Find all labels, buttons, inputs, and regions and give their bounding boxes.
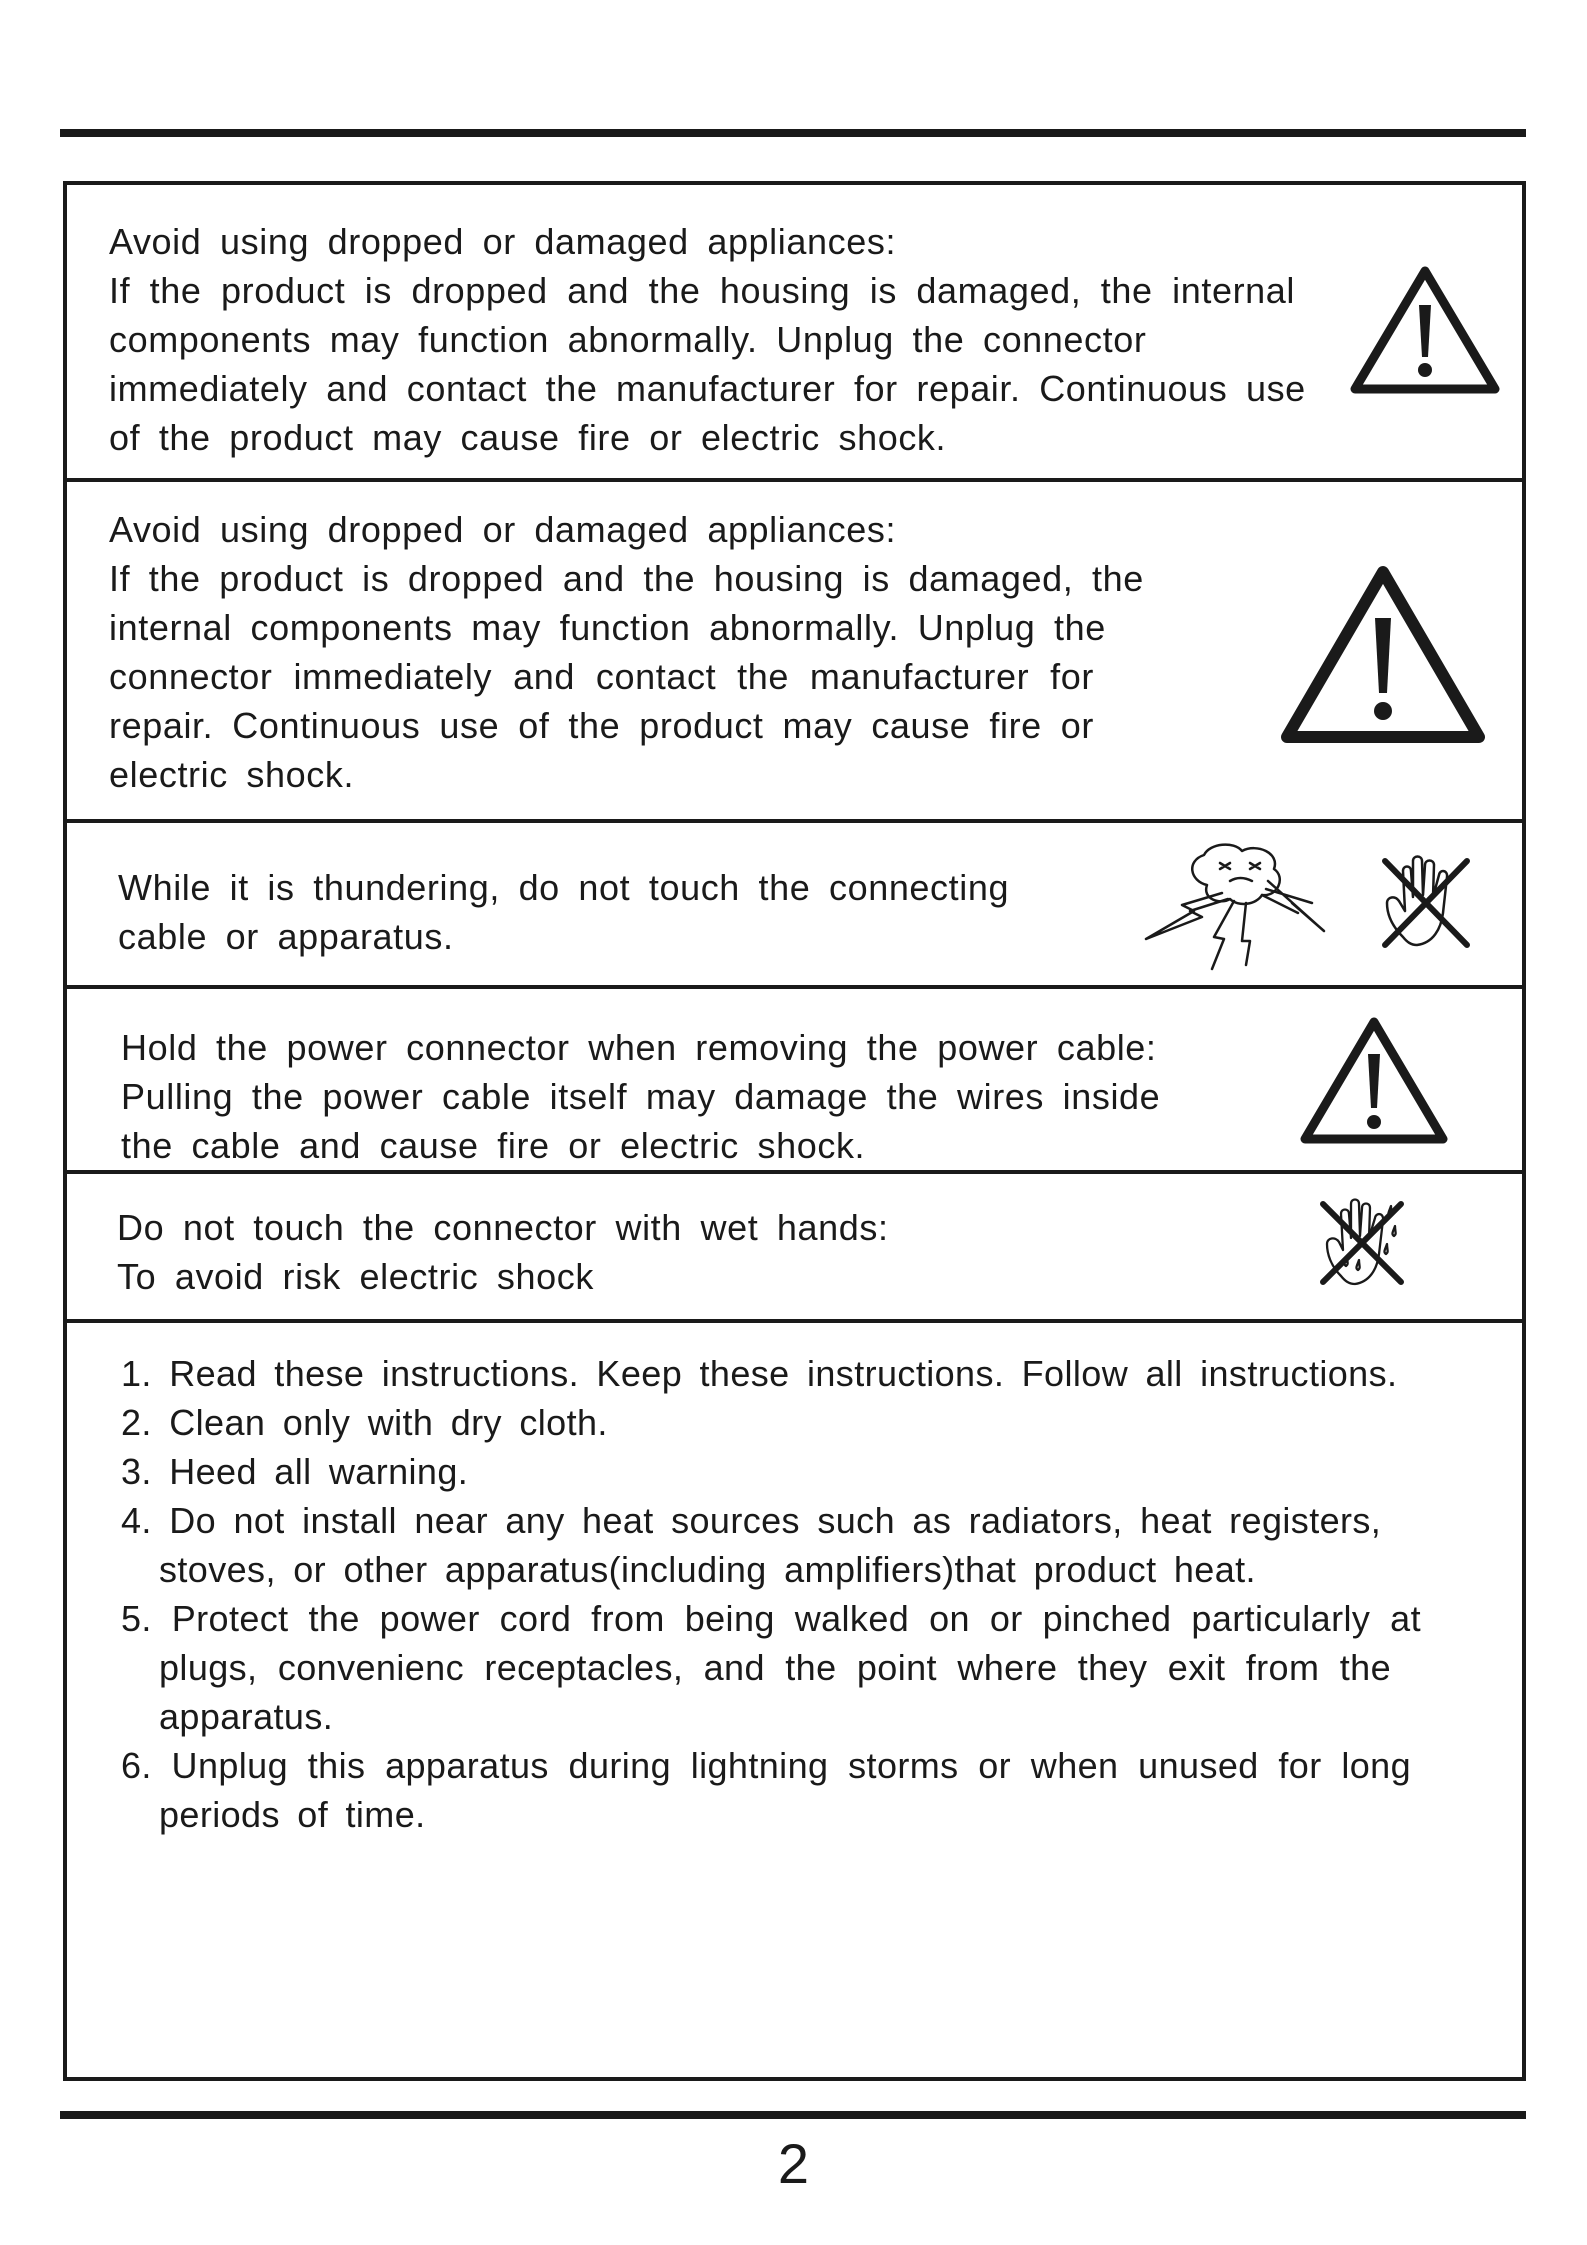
list-item-continuation: stoves, or other apparatus(including amplifiers)that product heat.: [159, 1549, 1256, 1590]
list-item: 1. Read these instructions. Keep these instructions. Follow all instructions.: [121, 1353, 1398, 1394]
thunderstorm-icon: [1142, 841, 1342, 971]
top-rule: [60, 129, 1526, 137]
warning-line: immediately and contact the manufacturer for repair. Continuous use: [109, 368, 1306, 409]
list-item-continuation: plugs, convenienc receptacles, and the point where they exit from the: [159, 1647, 1391, 1688]
warning-line: repair. Continuous use of the product may cause fire or: [109, 705, 1094, 746]
warning-section-thunder: [67, 823, 1522, 989]
warning-line: electric shock.: [109, 754, 355, 795]
warning-section-power-cable: [67, 989, 1522, 1174]
list-item: 2. Clean only with dry cloth.: [121, 1402, 608, 1443]
warning-text: [109, 505, 1144, 799]
warning-text: [117, 1203, 1017, 1301]
warning-section-dropped-2: [67, 482, 1522, 823]
warning-section-dropped-1: [67, 185, 1522, 482]
warning-text: [118, 863, 1018, 961]
warning-section-wet-hands: [67, 1174, 1522, 1323]
warning-heading: Hold the power connector when removing the power cable:: [121, 1027, 1157, 1068]
warning-line: the cable and cause fire or electric shock.: [121, 1125, 866, 1166]
bottom-rule: [60, 2111, 1526, 2119]
warning-line: If the product is dropped and the housing is damaged, the internal: [109, 270, 1295, 311]
warning-line: components may function abnormally. Unplug the connector: [109, 319, 1147, 360]
page-number: 2: [777, 2132, 810, 2195]
warning-line: While it is thundering, do not touch the connecting: [118, 867, 1010, 908]
warning-text: [109, 217, 1306, 462]
list-item-continuation: apparatus.: [159, 1696, 334, 1737]
warning-line: cable or apparatus.: [118, 916, 454, 957]
warning-heading: Avoid using dropped or damaged appliances:: [109, 221, 897, 262]
warning-triangle-icon: [1297, 1012, 1451, 1148]
list-item: 3. Heed all warning.: [121, 1451, 469, 1492]
no-touch-hand-icon: [1377, 851, 1473, 951]
no-wet-hands-icon: [1317, 1194, 1407, 1288]
instructions-list: [121, 1349, 1451, 1839]
warning-line: Pulling the power cable itself may damage the wires inside: [121, 1076, 1161, 1117]
warning-triangle-icon: [1347, 261, 1503, 397]
list-item: 6. Unplug this apparatus during lightning storms or when unused for long: [121, 1745, 1411, 1786]
warning-heading: Avoid using dropped or damaged appliances:: [109, 509, 897, 550]
warning-heading: Do not touch the connector with wet hands:: [117, 1207, 889, 1248]
warning-line: To avoid risk electric shock: [117, 1256, 594, 1297]
list-item: 4. Do not install near any heat sources such as radiators, heat registers,: [121, 1500, 1382, 1541]
warning-line: of the product may cause fire or electric shock.: [109, 417, 947, 458]
safety-warnings-frame: [63, 181, 1526, 2081]
warning-line: internal components may function abnormally. Unplug the: [109, 607, 1106, 648]
warning-text: [121, 1023, 1161, 1170]
list-item-continuation: periods of time.: [159, 1794, 426, 1835]
warning-line: If the product is dropped and the housing is damaged, the: [109, 558, 1144, 599]
list-item: 5. Protect the power cord from being walked on or pinched particularly at: [121, 1598, 1421, 1639]
warning-triangle-icon: [1277, 560, 1489, 747]
warning-line: connector immediately and contact the manufacturer for: [109, 656, 1094, 697]
